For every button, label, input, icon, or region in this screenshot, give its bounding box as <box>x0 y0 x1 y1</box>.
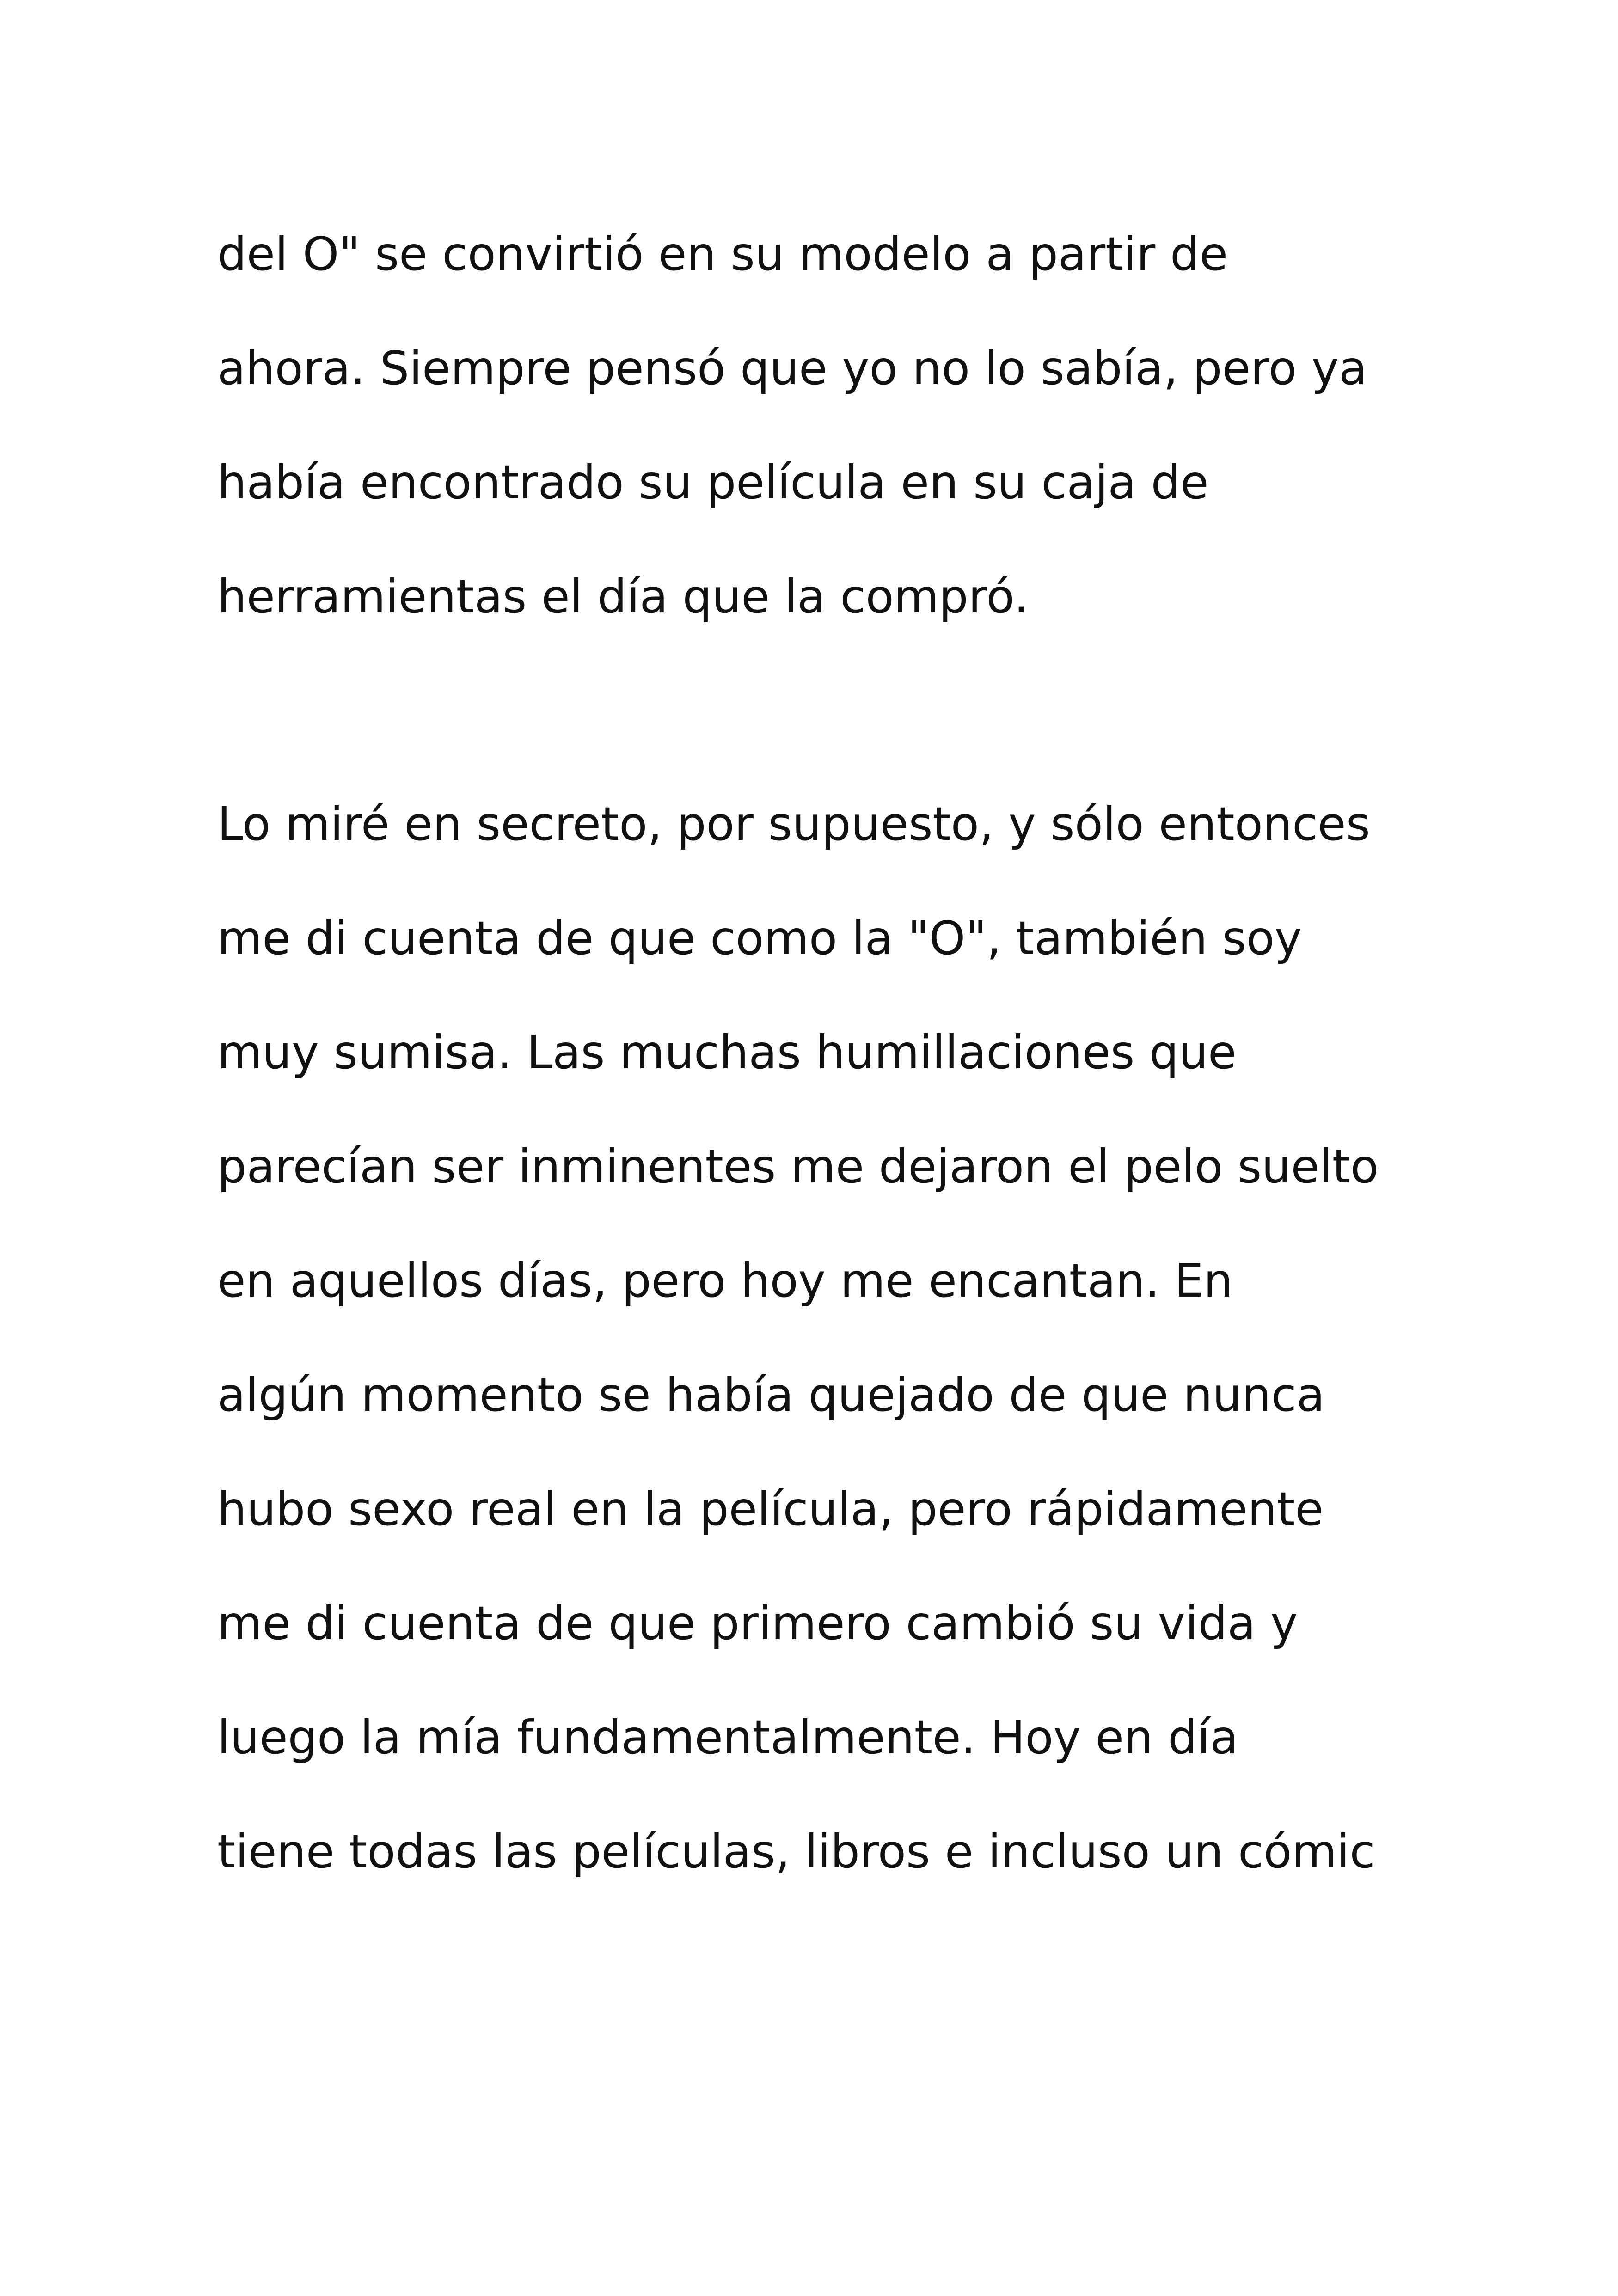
paragraph-2 <box>217 767 1401 1909</box>
text-line: parecían ser inminentes me dejaron el pelo suelto <box>217 1139 1379 1194</box>
text-line: herramientas el día que la compró. <box>217 569 1029 624</box>
paragraph-1 <box>217 197 1401 654</box>
text-line: me di cuenta de que primero cambió su vida y <box>217 1596 1298 1650</box>
text-line: del O" se convirtió en su modelo a partir de <box>217 227 1228 281</box>
text-line: algún momento se había quejado de que nunca <box>217 1368 1325 1422</box>
text-line: ahora. Siempre pensó que yo no lo sabía, pero ya <box>217 341 1367 395</box>
text-line: en aquellos días, pero hoy me encantan. En <box>217 1254 1233 1308</box>
text-line: hubo sexo real en la película, pero rápidamente <box>217 1482 1324 1536</box>
text-line: había encontrado su película en su caja de <box>217 455 1209 509</box>
text-line: tiene todas las películas, libros e incluso un cómic <box>217 1825 1375 1879</box>
text-line: me di cuenta de que como la "O", también soy <box>217 911 1302 965</box>
text-line: muy sumisa. Las muchas humillaciones que <box>217 1025 1237 1079</box>
text-line: Lo miré en secreto, por supuesto, y sólo entonces <box>217 797 1370 851</box>
text-line: luego la mía fundamentalmente. Hoy en día <box>217 1710 1238 1764</box>
